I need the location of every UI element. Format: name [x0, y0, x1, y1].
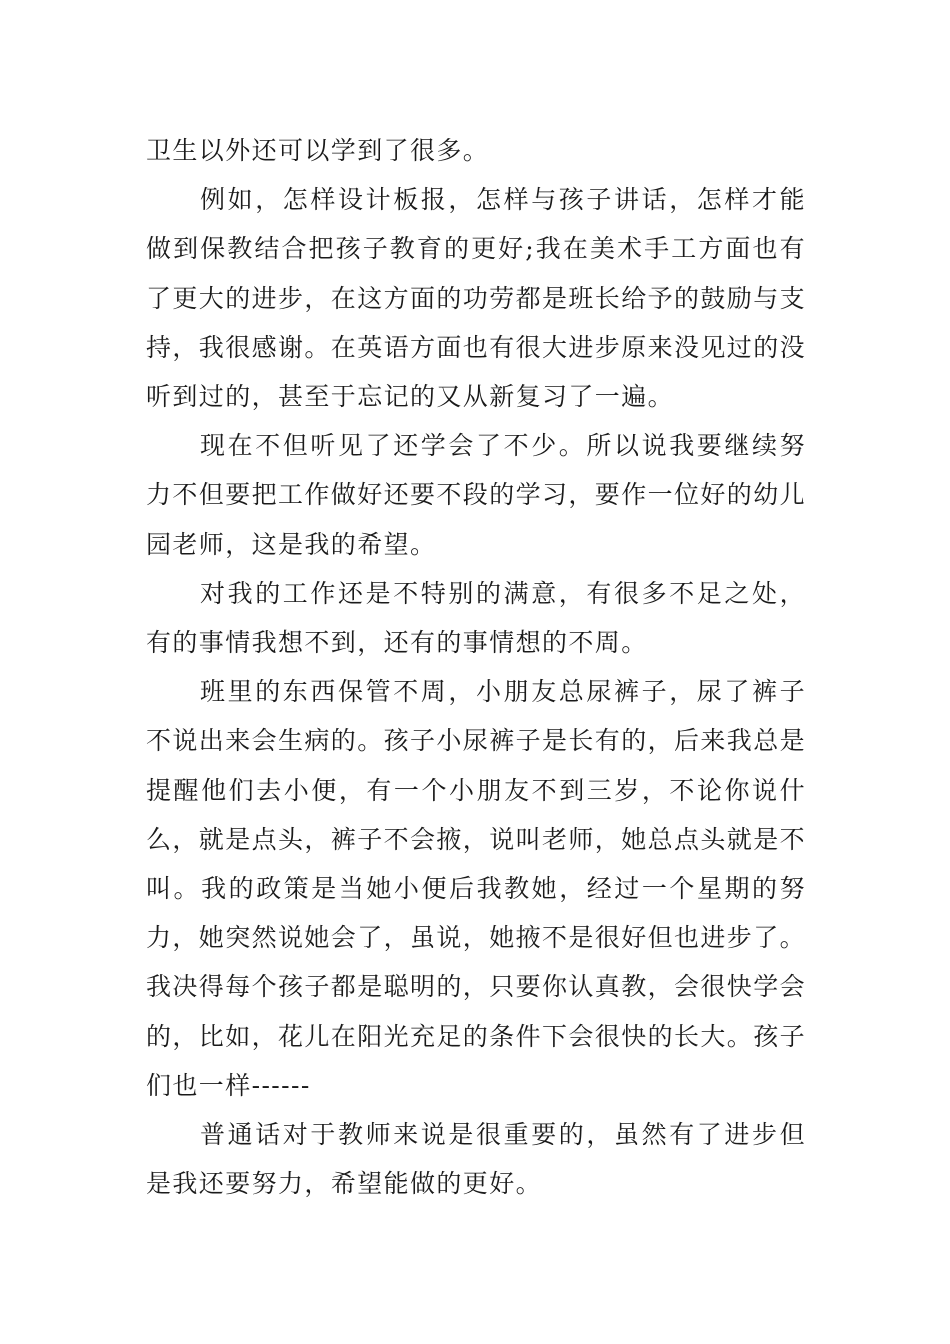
paragraph-3: 现在不但听见了还学会了不少。所以说我要继续努力不但要把工作做好还要不段的学习，要作一位好的幼儿园老师，这是我的希望。 [146, 431, 807, 559]
body-text [146, 126, 806, 1208]
paragraph-5: 班里的东西保管不周，小朋友总尿裤子，尿了裤子不说出来会生病的。孩子小尿裤子是长有的，后来我总是提醒他们去小便，有一个小朋友不到三岁，不论你说什么，就是点头，裤子不会掖，说叫老师，她总点头就是不叫。我的政策是当她小便后我教她，经过一个星期的努力，她突然说她会了，虽说，她掖不是很好但也进步了。我决得每个孩子都是聪明的，只要你认真教，会很快学会的，比如，花儿在阳光充足的条件下会很快的长大。孩子们也一样------ [146, 677, 807, 1100]
paragraph-4: 对我的工作还是不特别的满意，有很多不足之处，有的事情我想不到，还有的事情想的不周。 [146, 578, 806, 658]
paragraph-1: 卫生以外还可以学到了很多。 [146, 136, 490, 165]
paragraph-2: 例如，怎样设计板报，怎样与孩子讲话，怎样才能做到保教结合把孩子教育的更好;我在美术手工方面也有了更大的进步，在这方面的功劳都是班长给予的鼓励与支持，我很感谢。在英语方面也有很大进步原来没见过的没听到过的，甚至于忘记的又从新复习了一遍。 [146, 185, 807, 412]
paragraph-6: 普通话对于教师来说是很重要的，虽然有了进步但是我还要努力，希望能做的更好。 [146, 1120, 806, 1199]
